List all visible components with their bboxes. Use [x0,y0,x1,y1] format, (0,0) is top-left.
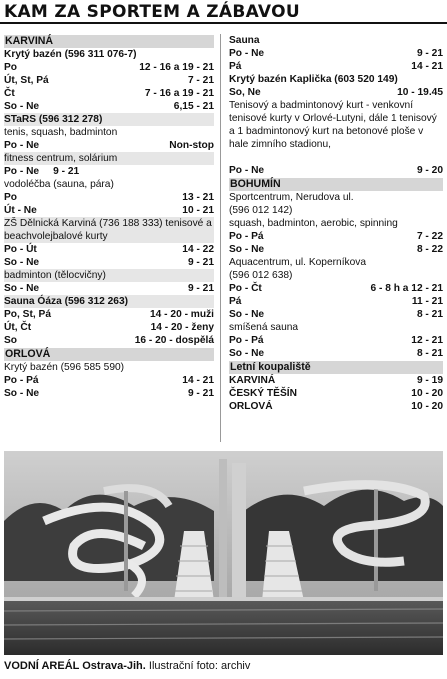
schedule-row: Čt 7 - 16 a 19 - 21 [4,88,214,99]
schedule-row: So - Ne 6,15 - 21 [4,101,214,112]
schedule-row: ČESKÝ TĚŠÍN 10 - 20 [229,388,443,399]
venue-sportcentrum-tel: (596 012 142) [229,205,293,216]
venue-stars: STaRS (596 312 278) [4,113,214,126]
schedule-row: Po, St, Pá 14 - 20 - muži [4,309,214,320]
schedule-row: So - Ne 8 - 22 [229,244,443,255]
schedule-row: Út, St, Pá 7 - 21 [4,75,214,86]
schedule-row: Po - Út 14 - 22 [4,244,214,255]
schedule-row: ORLOVÁ 10 - 20 [229,401,443,412]
schedule-row: Po - Ne 9 - 20 [229,165,443,176]
section-letni-koupaliste: Letní koupaliště [229,361,443,374]
schedule-row: Po 13 - 21 [4,192,214,203]
schedule-row: Pá 11 - 21 [229,296,443,307]
column-divider [220,34,221,442]
right-column [229,34,443,413]
schedule-row: Po - Ne Non-stop [4,140,214,151]
venue-orlova-bazen: Krytý bazén (596 585 590) [4,362,125,373]
schedule-row: Pá 14 - 21 [229,61,443,72]
schedule-row: So - Ne 9 - 21 [4,388,214,399]
venue-badminton: badminton (tělocvičny) [4,269,214,282]
schedule-row: So - Ne 8 - 21 [229,309,443,320]
section-karvina: KARVINÁ [4,35,214,48]
photo-water-park [4,451,443,655]
schedule-row: So - Ne 8 - 21 [229,348,443,359]
venue-sportcentrum: Sportcentrum, Nerudova ul. [229,192,354,203]
venue-vodolecba: vodoléčba (sauna, pára) [4,179,114,190]
venue-aquacentrum: Aquacentrum, ul. Koperníkova [229,257,367,268]
schedule-row: Po - Pá 12 - 21 [229,335,443,346]
schedule-row: Po - Pá 14 - 21 [4,375,214,386]
caption-credit: Ilustrační foto: archiv [148,660,251,672]
venue-sub: squash, badminton, aerobic, spinning [229,218,398,229]
venue-tenis-note: Tenisový a badmintonový kurt - venkovní tenisové kurty v Orlové-Lutyni, dále 1 tenisový a 1 badmintonový kurt na betonové ploše v hale zimního stadionu, [229,100,437,150]
schedule-row: Po - Pá 7 - 22 [229,231,443,242]
venue-zs-dělnicka: ZŠ Dělnická Karviná (736 188 333) tenisové a beachvolejbalové kurty [4,217,214,243]
schedule-row: So - Ne 9 - 21 [4,257,214,268]
headline: KAM ZA SPORTEM A ZÁBAVOU [0,0,447,24]
section-bohumin: BOHUMÍN [229,178,443,191]
schedule-row: Po - Ne 9 - 21 [4,166,80,177]
section-orlova: ORLOVÁ [4,348,214,361]
schedule-row: So 16 - 20 - dospělá [4,335,214,346]
schedule-row: Út, Čt 14 - 20 - ženy [4,322,214,333]
venue-kryty-bazen: Krytý bazén (596 311 076-7) [4,49,137,60]
schedule-row: So, Ne 10 - 19.45 [229,87,443,98]
schedule-row: Po - Čt 6 - 8 h a 12 - 21 [229,283,443,294]
water-park-illustration [4,451,443,655]
schedule-row: So - Ne 9 - 21 [4,283,214,294]
caption-bold: VODNÍ AREÁL Ostrava-Jih. [4,660,146,672]
venue-kaplicka: Krytý bazén Kaplička (603 520 149) [229,74,398,85]
left-column [4,34,214,400]
venue-fitness: fitness centrum, solárium [4,152,214,165]
schedule-row: KARVINÁ 9 - 19 [229,375,443,386]
venue-sub: tenis, squash, badminton [4,127,118,138]
venue-aquacentrum-tel: (596 012 638) [229,270,293,281]
schedule-row: Út - Ne 10 - 21 [4,205,214,216]
schedule-row: Po 12 - 16 a 19 - 21 [4,62,214,73]
venue-smisena-sauna: smíšená sauna [229,322,299,333]
venue-sauna-oaza: Sauna Óáza (596 312 263) [4,295,214,308]
venue-sauna: Sauna [229,35,260,46]
photo-caption [4,658,250,674]
schedule-row: Po - Ne 9 - 21 [229,48,443,59]
